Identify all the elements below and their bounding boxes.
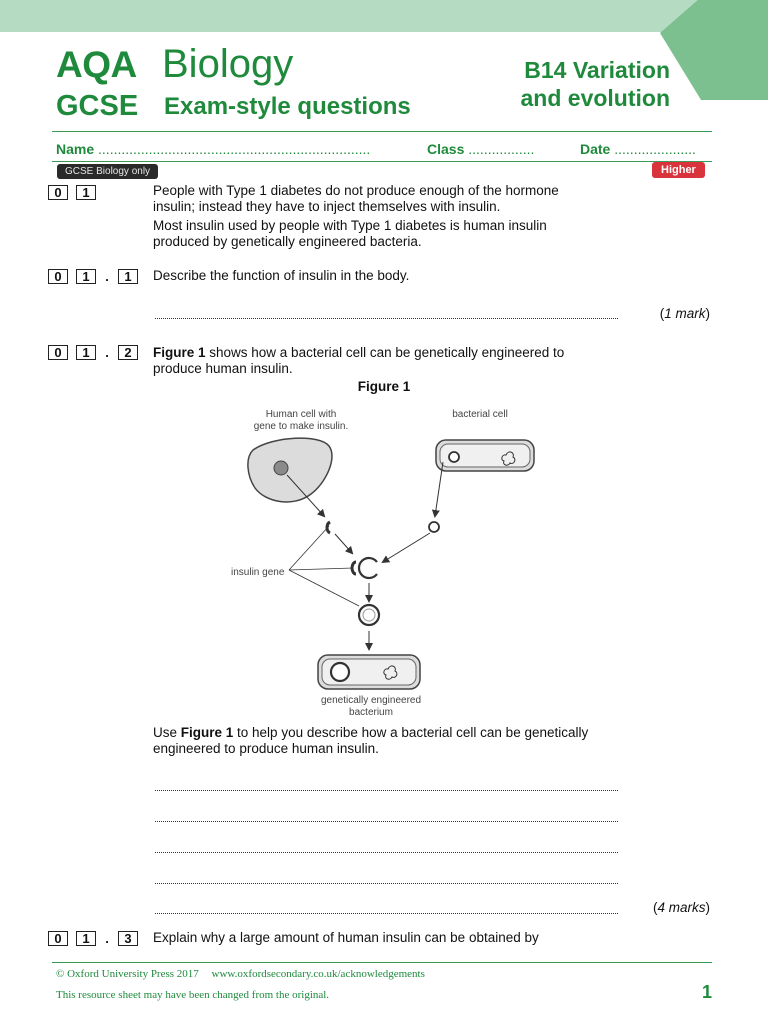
- pointer-line: [289, 568, 353, 570]
- footer-credit: [56, 968, 425, 980]
- qnum-sep: .: [105, 269, 109, 284]
- qnum-digit: 1: [76, 185, 96, 200]
- date-label: Date: [580, 141, 611, 157]
- arrow: [383, 533, 430, 562]
- name-field[interactable]: [56, 141, 370, 157]
- label-ge-1: genetically engineered: [320, 695, 422, 706]
- bacterial-plasmid: [449, 452, 459, 462]
- q1-2-use-text: [153, 725, 593, 757]
- qnum-sep: .: [105, 931, 109, 946]
- pointer-line: [289, 570, 359, 606]
- answer-line[interactable]: [155, 318, 618, 319]
- name-label: Name: [56, 141, 95, 157]
- question-number-01-3: [48, 931, 138, 946]
- header-rule: [52, 131, 712, 132]
- class-label: Class: [427, 141, 465, 157]
- answer-line[interactable]: [155, 790, 618, 791]
- arrow: [335, 534, 352, 553]
- topic-line-2: and evolution: [520, 85, 670, 111]
- page-number: 1: [702, 982, 713, 1002]
- label-human-cell-1: Human cell with: [265, 409, 337, 420]
- label-bacterial-cell: bacterial cell: [452, 409, 508, 420]
- figure-title: Figure 1: [357, 379, 411, 394]
- recombinant-plasmid: [359, 605, 379, 625]
- figure-ref: Figure 1: [180, 725, 234, 740]
- qnum-digit: 1: [76, 345, 96, 360]
- answer-line[interactable]: [155, 852, 618, 853]
- cut-plasmid: [359, 558, 377, 578]
- q1-1-marks: (1 mark): [659, 306, 710, 321]
- answer-line[interactable]: [155, 821, 618, 822]
- qnum-digit: 0: [48, 185, 68, 200]
- qnum-digit: 1: [76, 269, 96, 284]
- marks-value: 4 marks: [657, 900, 706, 915]
- question-number-01: [48, 185, 96, 200]
- fields-rule: [52, 161, 712, 162]
- brand-logo: AQA: [56, 44, 137, 85]
- footer-url[interactable]: www.oxfordsecondary.co.uk/acknowledgements: [211, 968, 425, 980]
- qnum-digit: 0: [48, 345, 68, 360]
- label-human-cell-2: gene to make insulin.: [253, 421, 349, 432]
- date-dots: .....................: [614, 141, 696, 157]
- class-field[interactable]: [427, 141, 534, 157]
- figure-ref: Figure 1: [153, 345, 206, 360]
- question-number-01-2: [48, 345, 138, 360]
- header-band: [0, 0, 768, 32]
- marks-value: 1 mark: [664, 306, 706, 321]
- footer-rule: [52, 962, 712, 963]
- answer-line[interactable]: [155, 883, 618, 884]
- q1-1-text: Describe the function of insulin in the body.: [153, 268, 410, 283]
- qnum-digit: 1: [76, 931, 96, 946]
- q1-2-text: [153, 345, 593, 377]
- q1-intro-1: People with Type 1 diabetes do not produce enough of the hormone insulin; instead they have to inject themselves with insulin.: [153, 183, 559, 214]
- scope-badge: GCSE Biology only: [57, 164, 158, 179]
- label-insulin-gene: insulin gene: [231, 567, 285, 578]
- qnum-digit: 2: [118, 345, 138, 360]
- answer-line[interactable]: [155, 913, 618, 914]
- topic-title: [500, 56, 670, 112]
- date-field[interactable]: [580, 141, 696, 157]
- class-dots: .................: [468, 141, 535, 157]
- engineered-plasmid: [331, 663, 349, 681]
- use-prefix: Use: [153, 725, 181, 740]
- use-rest: to help you describe how a bacterial cell can be genetically engineered to produce human insulin.: [153, 725, 589, 756]
- figure-1-diagram: [225, 398, 545, 720]
- footer-notice: This resource sheet may have been changed from the original.: [56, 989, 330, 1001]
- pointer-line: [289, 526, 329, 570]
- arrow: [435, 462, 443, 516]
- human-cell-nucleus: [274, 461, 288, 475]
- level-title: GCSE: [56, 90, 139, 122]
- qnum-digit: 3: [118, 931, 138, 946]
- subject-title: Biology: [162, 42, 294, 86]
- subtitle: Exam-style questions: [164, 93, 411, 120]
- name-dots: ......................................................................: [98, 141, 371, 157]
- question-number-01-1: [48, 269, 138, 284]
- q1-intro-2: Most insulin used by people with Type 1 diabetes is human insulin produced by genetically engineered bacteria.: [153, 218, 547, 249]
- q1-2-text-rest: shows how a bacterial cell can be genetically engineered to produce human insulin.: [153, 345, 565, 376]
- qnum-digit: 1: [118, 269, 138, 284]
- label-ge-2: bacterium: [349, 707, 393, 718]
- footer-copyright: © Oxford University Press 2017: [56, 968, 199, 980]
- tier-badge: Higher: [652, 162, 705, 178]
- qnum-digit: 0: [48, 269, 68, 284]
- qnum-sep: .: [105, 345, 109, 360]
- isolated-plasmid: [429, 522, 439, 532]
- topic-line-1: B14 Variation: [524, 57, 670, 83]
- human-cell: [248, 438, 332, 502]
- qnum-digit: 0: [48, 931, 68, 946]
- q1-2-marks: (4 marks): [652, 900, 710, 915]
- q1-3-text: Explain why a large amount of human insulin can be obtained by: [153, 930, 539, 945]
